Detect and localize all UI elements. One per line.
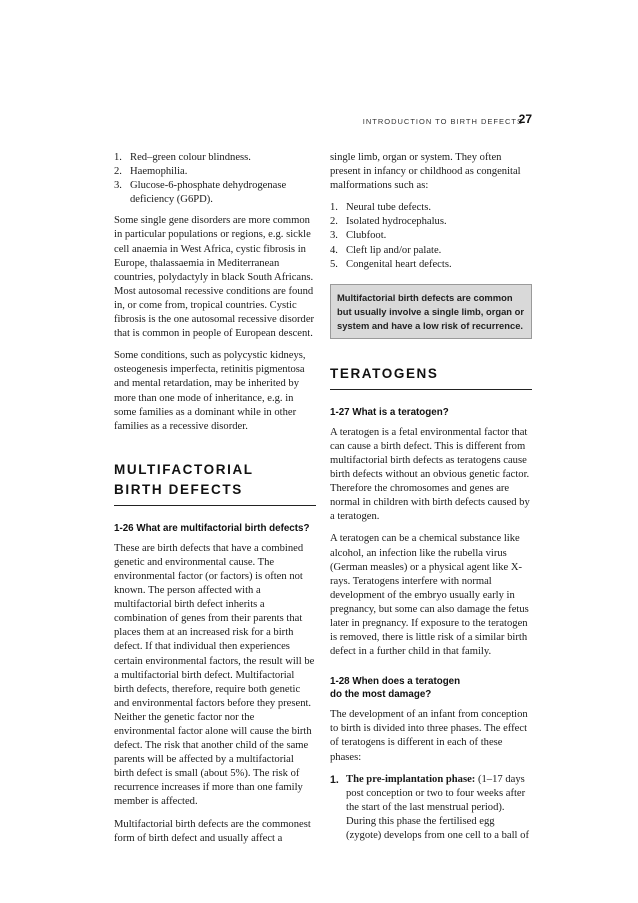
- list-text: Haemophilia.: [130, 166, 188, 178]
- paragraph: The development of an infant from conception to birth is divided into three phases. The effect of teratogens is different in each of these phases:: [330, 709, 528, 763]
- list-number: 3.: [330, 230, 338, 242]
- question-heading: [330, 675, 532, 701]
- list-item: [330, 244, 532, 258]
- list-item: [114, 179, 316, 207]
- list-item: [330, 215, 532, 229]
- list-item: [114, 165, 316, 179]
- paragraph: Some conditions, such as polycystic kidneys, osteogenesis imperfecta, retinitis pigmentosa and mental retardation, may be inherited by more than one mode of inheritance, e.g. in some families as a dominant while in other families as a recessive disorder.: [114, 350, 306, 432]
- list-number: 1.: [330, 773, 339, 786]
- paragraph: A teratogen can be a chemical substance like alcohol, an infection like the rubella virus (German measles) or a physical agent like X-rays. Teratogens interfere with normal development of the embryo usually early in pregnancy, but some can also damage the fetus later in pregnancy. If exposure to the teratogen is removed, there is little risk of a similar birth defect in a further child in that family.: [330, 533, 529, 658]
- list-number: 4.: [330, 244, 338, 256]
- section-heading-teratogens: TERATOGENS: [330, 364, 532, 390]
- list-text: Neural tube defects.: [346, 202, 432, 214]
- list-item: [330, 201, 532, 215]
- list-text: Clubfoot.: [346, 230, 387, 242]
- paragraph: These are birth defects that have a combined genetic and environmental cause. The environmental factor (or factors) is often not known. The person affected with a multifactorial birth defect inherits a combination of genes from their parents that places them at an increased risk for a birth defect. If that individual then experiences certain environmental factors, the result will be a multifactorial birth defect. Multifactorial birth defects, therefore, require both genetic and environmental factors before they present. Neither the genetic factor nor the environmental factor alone will cause the birth defect. The risk that another child of the same parents will be affected by a multifactorial birth defect is small (about 5%). The risk of recurrence increases if more than one family member is affected.: [114, 542, 315, 808]
- paragraph: Some single gene disorders are more common in particular populations or regions, e.g. sickle cell anaemia in West Africa, cystic fibrosis in Europe, thalassaemia in Mediterranean countries, polydactyly in black South Africans. Most autosomal recessive conditions are found in, or come from, tropical countries. Cystic fibrosis is the one autosomal recessive disorder that is common in people of European descent.: [114, 215, 315, 340]
- phase-term: The pre-implantation phase:: [346, 773, 476, 785]
- page-number: 27: [518, 112, 532, 126]
- heading-line: do the most damage?: [330, 689, 432, 701]
- list-number: 2.: [114, 166, 122, 178]
- heading-line: MULTIFACTORIAL: [114, 461, 254, 477]
- running-head: INTRODUCTION TO BIRTH DEFECTS: [362, 117, 523, 126]
- list-text: Red–green colour blindness.: [130, 152, 251, 163]
- list-text: Glucose-6-phosphate dehydrogenase deficiency (G6PD).: [130, 180, 287, 206]
- list-number: 1.: [114, 152, 122, 163]
- paragraph: single limb, organ or system. They often present in infancy or childhood as congenital malformations such as:: [330, 152, 521, 192]
- list-text: Congenital heart defects.: [346, 258, 452, 270]
- list-text: Isolated hydrocephalus.: [346, 216, 447, 228]
- malformations-list: [330, 201, 532, 271]
- section-heading-multifactorial: [114, 460, 316, 506]
- question-heading: 1-27 What is a teratogen?: [330, 406, 449, 418]
- summary-callout-box: Multifactorial birth defects are common but usually involve a single limb, organ or system and have a low risk of recurrence.: [330, 284, 532, 339]
- list-number: 1.: [330, 202, 338, 214]
- list-item: [330, 773, 532, 843]
- list-item: [330, 229, 532, 243]
- list-text: Cleft lip and/or palate.: [346, 244, 442, 256]
- list-item: [114, 151, 316, 165]
- list-number: 3.: [114, 180, 122, 192]
- paragraph: Multifactorial birth defects are the commonest form of birth defect and usually affect a: [114, 818, 311, 844]
- right-column: [330, 151, 532, 843]
- left-column: [114, 151, 316, 854]
- question-heading: 1-26 What are multifactorial birth defects?: [114, 522, 310, 534]
- phase-text: (1–17 days post conception or two to four weeks after the start of the last menstrual period). During this phase the fertilised egg (zygote) develops from one cell to a ball of: [346, 773, 529, 841]
- x-linked-list: [114, 151, 316, 207]
- heading-line: BIRTH DEFECTS: [114, 481, 243, 497]
- development-phases-list: [330, 773, 532, 843]
- list-number: 2.: [330, 216, 338, 228]
- heading-line: 1-28 When does a teratogen: [330, 676, 461, 688]
- list-item: [330, 258, 532, 272]
- list-number: 5.: [330, 258, 338, 270]
- paragraph: A teratogen is a fetal environmental factor that can cause a birth defect. This is different from multifactorial birth defects as teratogens cause birth defects without an obvious genetic factor. Therefore the chromosomes and genes are normal in children with birth defects caused by a teratogen.: [330, 426, 530, 523]
